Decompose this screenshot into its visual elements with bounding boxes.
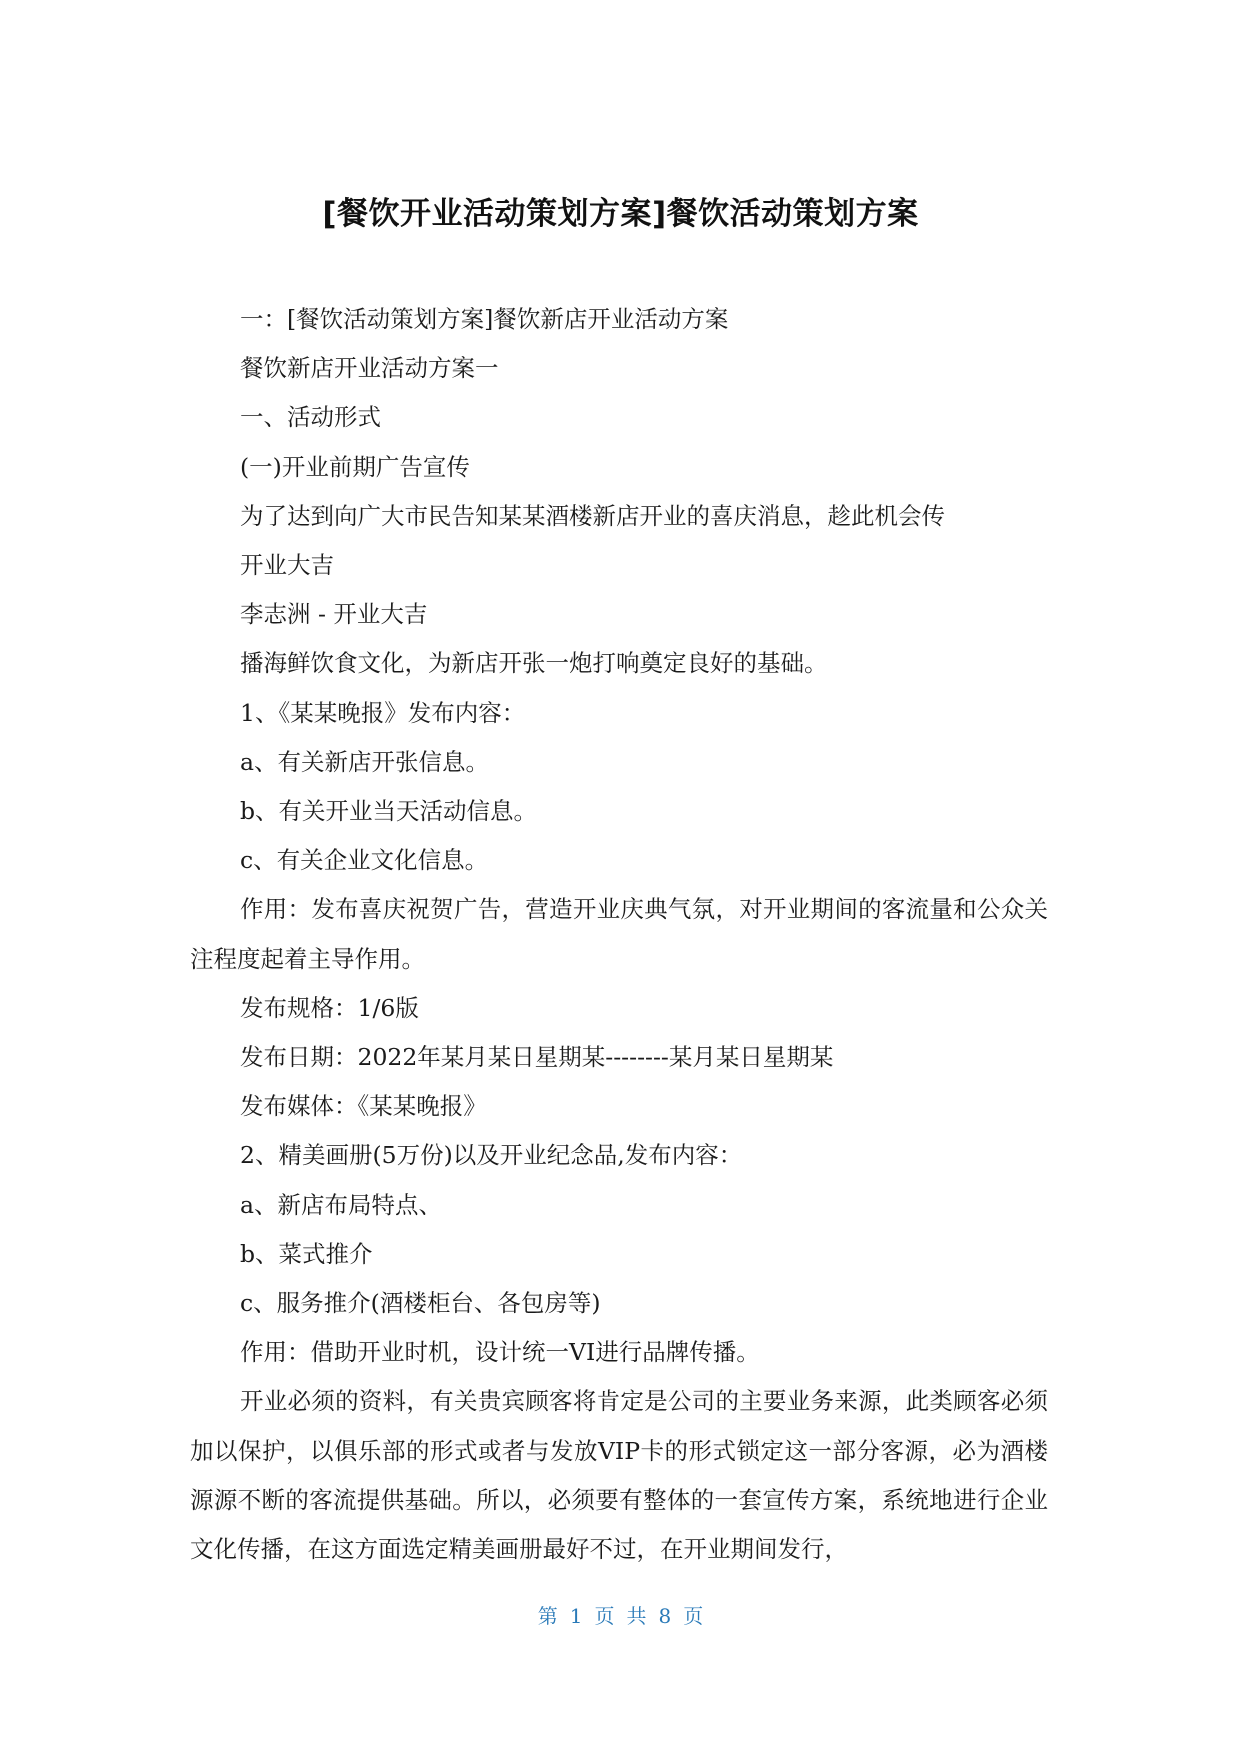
total-pages-number: 8 (658, 1604, 672, 1628)
paragraph: c、有关企业文化信息。 (240, 846, 489, 875)
footer-label: 页 (594, 1604, 615, 1628)
paragraph: b、菜式推介 (240, 1239, 373, 1268)
paragraph: a、有关新店开张信息。 (240, 747, 490, 776)
paragraph: a、新店布局特点、 (240, 1190, 443, 1219)
paragraph: 开业必须的资料，有关贵宾顾客将肯定是公司的主要业务来源，此类顾客必须加以保护，以俱乐部的形式或者与发放VIP卡的形式锁定这一部分客源，必为酒楼源源不断的客流提供基础。所以，必须要有整体的一套宣传方案，系统地进行企业文化传播，在这方面选定精美画册最好不过，在开业期间发行， (190, 1387, 1048, 1564)
paragraph: 为了达到向广大市民告知某某酒楼新店开业的喜庆消息，趁此机会传 (240, 501, 945, 530)
paragraph: 发布日期：2022年某月某日星期某--------某月某日星期某 (240, 1043, 834, 1072)
footer-label: 共 (626, 1604, 647, 1628)
paragraph: 李志洲 - 开业大吉 (240, 600, 428, 629)
paragraph: 发布规格：1/6版 (240, 993, 419, 1022)
current-page-number: 1 (569, 1604, 583, 1628)
document-title: [餐饮开业活动策划方案]餐饮活动策划方案 (322, 196, 919, 232)
paragraph: 一：[餐饮活动策划方案]餐饮新店开业活动方案 (240, 305, 729, 333)
paragraph: c、服务推介(酒楼柜台、各包房等) (240, 1289, 601, 1318)
paragraph: 开业大吉 (240, 551, 334, 580)
paragraph: (一)开业前期广告宣传 (240, 452, 470, 481)
paragraph: 1、《某某晚报》发布内容： (240, 698, 526, 727)
page-footer (0, 1600, 1241, 1629)
paragraph: 一、活动形式 (240, 403, 381, 432)
paragraph: 播海鲜饮食文化，为新店开张一炮打响奠定良好的基础。 (240, 649, 828, 678)
document-body (190, 295, 1048, 1574)
paragraph: 作用：发布喜庆祝贺广告，营造开业庆典气氛，对开业期间的客流量和公众关注程度起着主导作用。 (190, 895, 1048, 973)
paragraph: b、有关开业当天活动信息。 (240, 797, 538, 826)
footer-label: 页 (683, 1604, 704, 1628)
footer-label: 第 (537, 1604, 558, 1628)
paragraph: 作用：借助开业时机，设计统一VI进行品牌传播。 (240, 1338, 760, 1367)
paragraph: 发布媒体：《某某晚报》 (240, 1092, 487, 1121)
paragraph: 餐饮新店开业活动方案一 (240, 354, 499, 383)
paragraph: 2、精美画册(5万份)以及开业纪念品,发布内容： (240, 1141, 743, 1170)
